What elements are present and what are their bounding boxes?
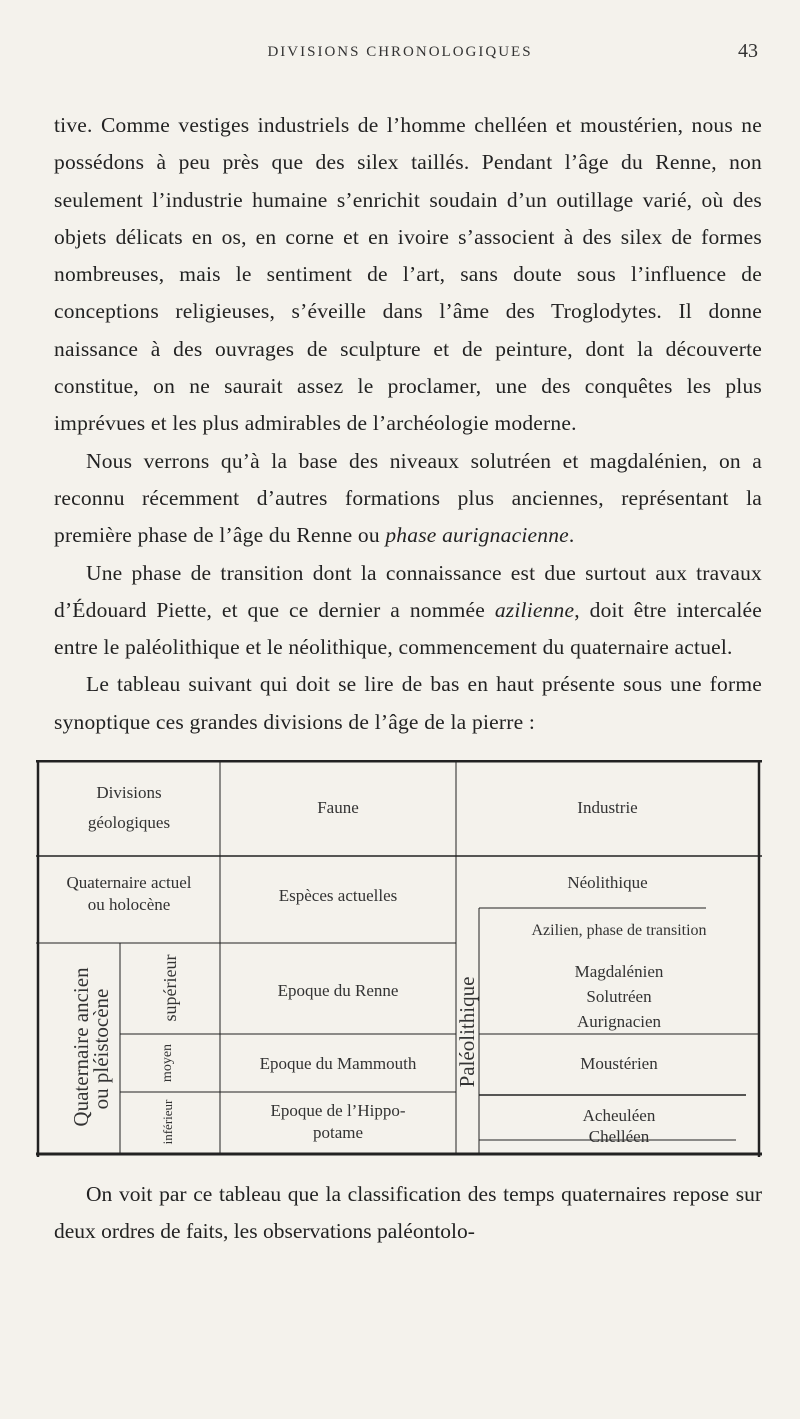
- header-divisions-line2: géologiques: [87, 813, 171, 832]
- moyen: moyen: [160, 1043, 175, 1083]
- chronology-table: [36, 760, 762, 1157]
- page-header: [0, 40, 800, 74]
- inferieur: inférieur: [160, 1099, 175, 1145]
- neolithique: Néolithique: [567, 873, 648, 892]
- aurignacien: Aurignacien: [576, 1012, 662, 1031]
- page-number: 43: [738, 40, 758, 62]
- paragraph-3-text: Une phase de transition dont la connaissance est due surtout aux travaux d’Édouard Piette, et que ce dernier a nommée: [54, 560, 762, 622]
- paleolithique-industries: [479, 959, 759, 1034]
- azilien: Azilien, phase de transition: [531, 922, 707, 939]
- epoque-hippo-line1: Epoque de l’Hippo-: [270, 1101, 406, 1120]
- paleolithique: Paléolithique: [455, 976, 479, 1088]
- solutreen: Solutréen: [586, 987, 652, 1006]
- paragraph-2-end: .: [568, 523, 575, 548]
- header-divisions: [38, 782, 220, 834]
- epoque-hippo-line2: potame: [312, 1123, 364, 1142]
- body-text: [54, 107, 762, 741]
- chelleen: Chelléen: [588, 1127, 650, 1146]
- running-title: DIVISIONS CHRONOLOGIQUES: [267, 44, 533, 60]
- magdalenien: Magdalénien: [574, 962, 664, 981]
- header-faune: Faune: [317, 798, 359, 817]
- pleistocene: ou pléistocène: [89, 988, 113, 1110]
- paragraph-3-end: , doit être intercalée entre le paléolithique et le néolithique, commencement du quaternaire actuel.: [54, 597, 762, 660]
- acheuleen: Acheuléen: [582, 1106, 656, 1125]
- paragraph-3-emphasis: azilienne: [494, 597, 575, 622]
- quaternaire-ancien: Quaternaire ancien: [69, 967, 93, 1127]
- superieur: supérieur: [160, 954, 180, 1022]
- paragraph-3: [54, 555, 762, 667]
- paragraph-1: tive. Comme vestiges industriels de l’homme chelléen et moustérien, nous ne possédons à peu près que des silex taillés. Pendant l’âge du Renne, non seulement l’industrie humaine s’enrichit soudain d’un outillage varié, où des objets délicats en os, en corne et en ivoire s’associent à des silex de formes nombreuses, mais le sentiment de l’art, sans doute sous l’influence de conceptions religieuses, s’éveille dans l’âme des Troglodytes. Il donne naissance à des ouvrages de sculpture et de peinture, dont la découverte constitue, on ne saurait assez le proclamer, une des conquêtes les plus imprévues et les plus admirables de l’archéologie moderne.: [54, 113, 762, 436]
- closing-text: [54, 1176, 762, 1251]
- quaternaire-actuel-line1: Quaternaire actuel: [66, 873, 192, 892]
- paragraph-2-text: Nous verrons qu’à la base des niveaux solutréen et magdalénien, on a reconnu récemment d’autres formations plus anciennes, représentant la première phase de l’âge du Renne ou: [54, 448, 762, 548]
- paragraph-2-emphasis: phase aurignacienne: [385, 523, 569, 548]
- paragraph-5: On voit par ce tableau que la classification des temps quaternaires repose sur deux ordres de faits, les observations paléontolo-: [54, 1182, 762, 1244]
- epoque-hippo: [220, 1100, 456, 1144]
- paragraph-2: [54, 443, 762, 555]
- header-divisions-line1: Divisions: [96, 783, 162, 802]
- quaternaire-actuel-line2: ou holocène: [87, 895, 171, 914]
- paragraph-4: Le tableau suivant qui doit se lire de bas en haut présente sous une forme synoptique ces grandes divisions de l’âge de la pierre :: [54, 672, 762, 734]
- epoque-renne: Epoque du Renne: [277, 981, 399, 1000]
- epoque-mammouth: Epoque du Mammouth: [259, 1054, 417, 1073]
- header-industrie: Industrie: [577, 798, 638, 817]
- especes-actuelles: Espèces actuelles: [278, 886, 398, 905]
- mousterien: Moustérien: [580, 1054, 658, 1073]
- quaternaire-actuel: [38, 872, 220, 916]
